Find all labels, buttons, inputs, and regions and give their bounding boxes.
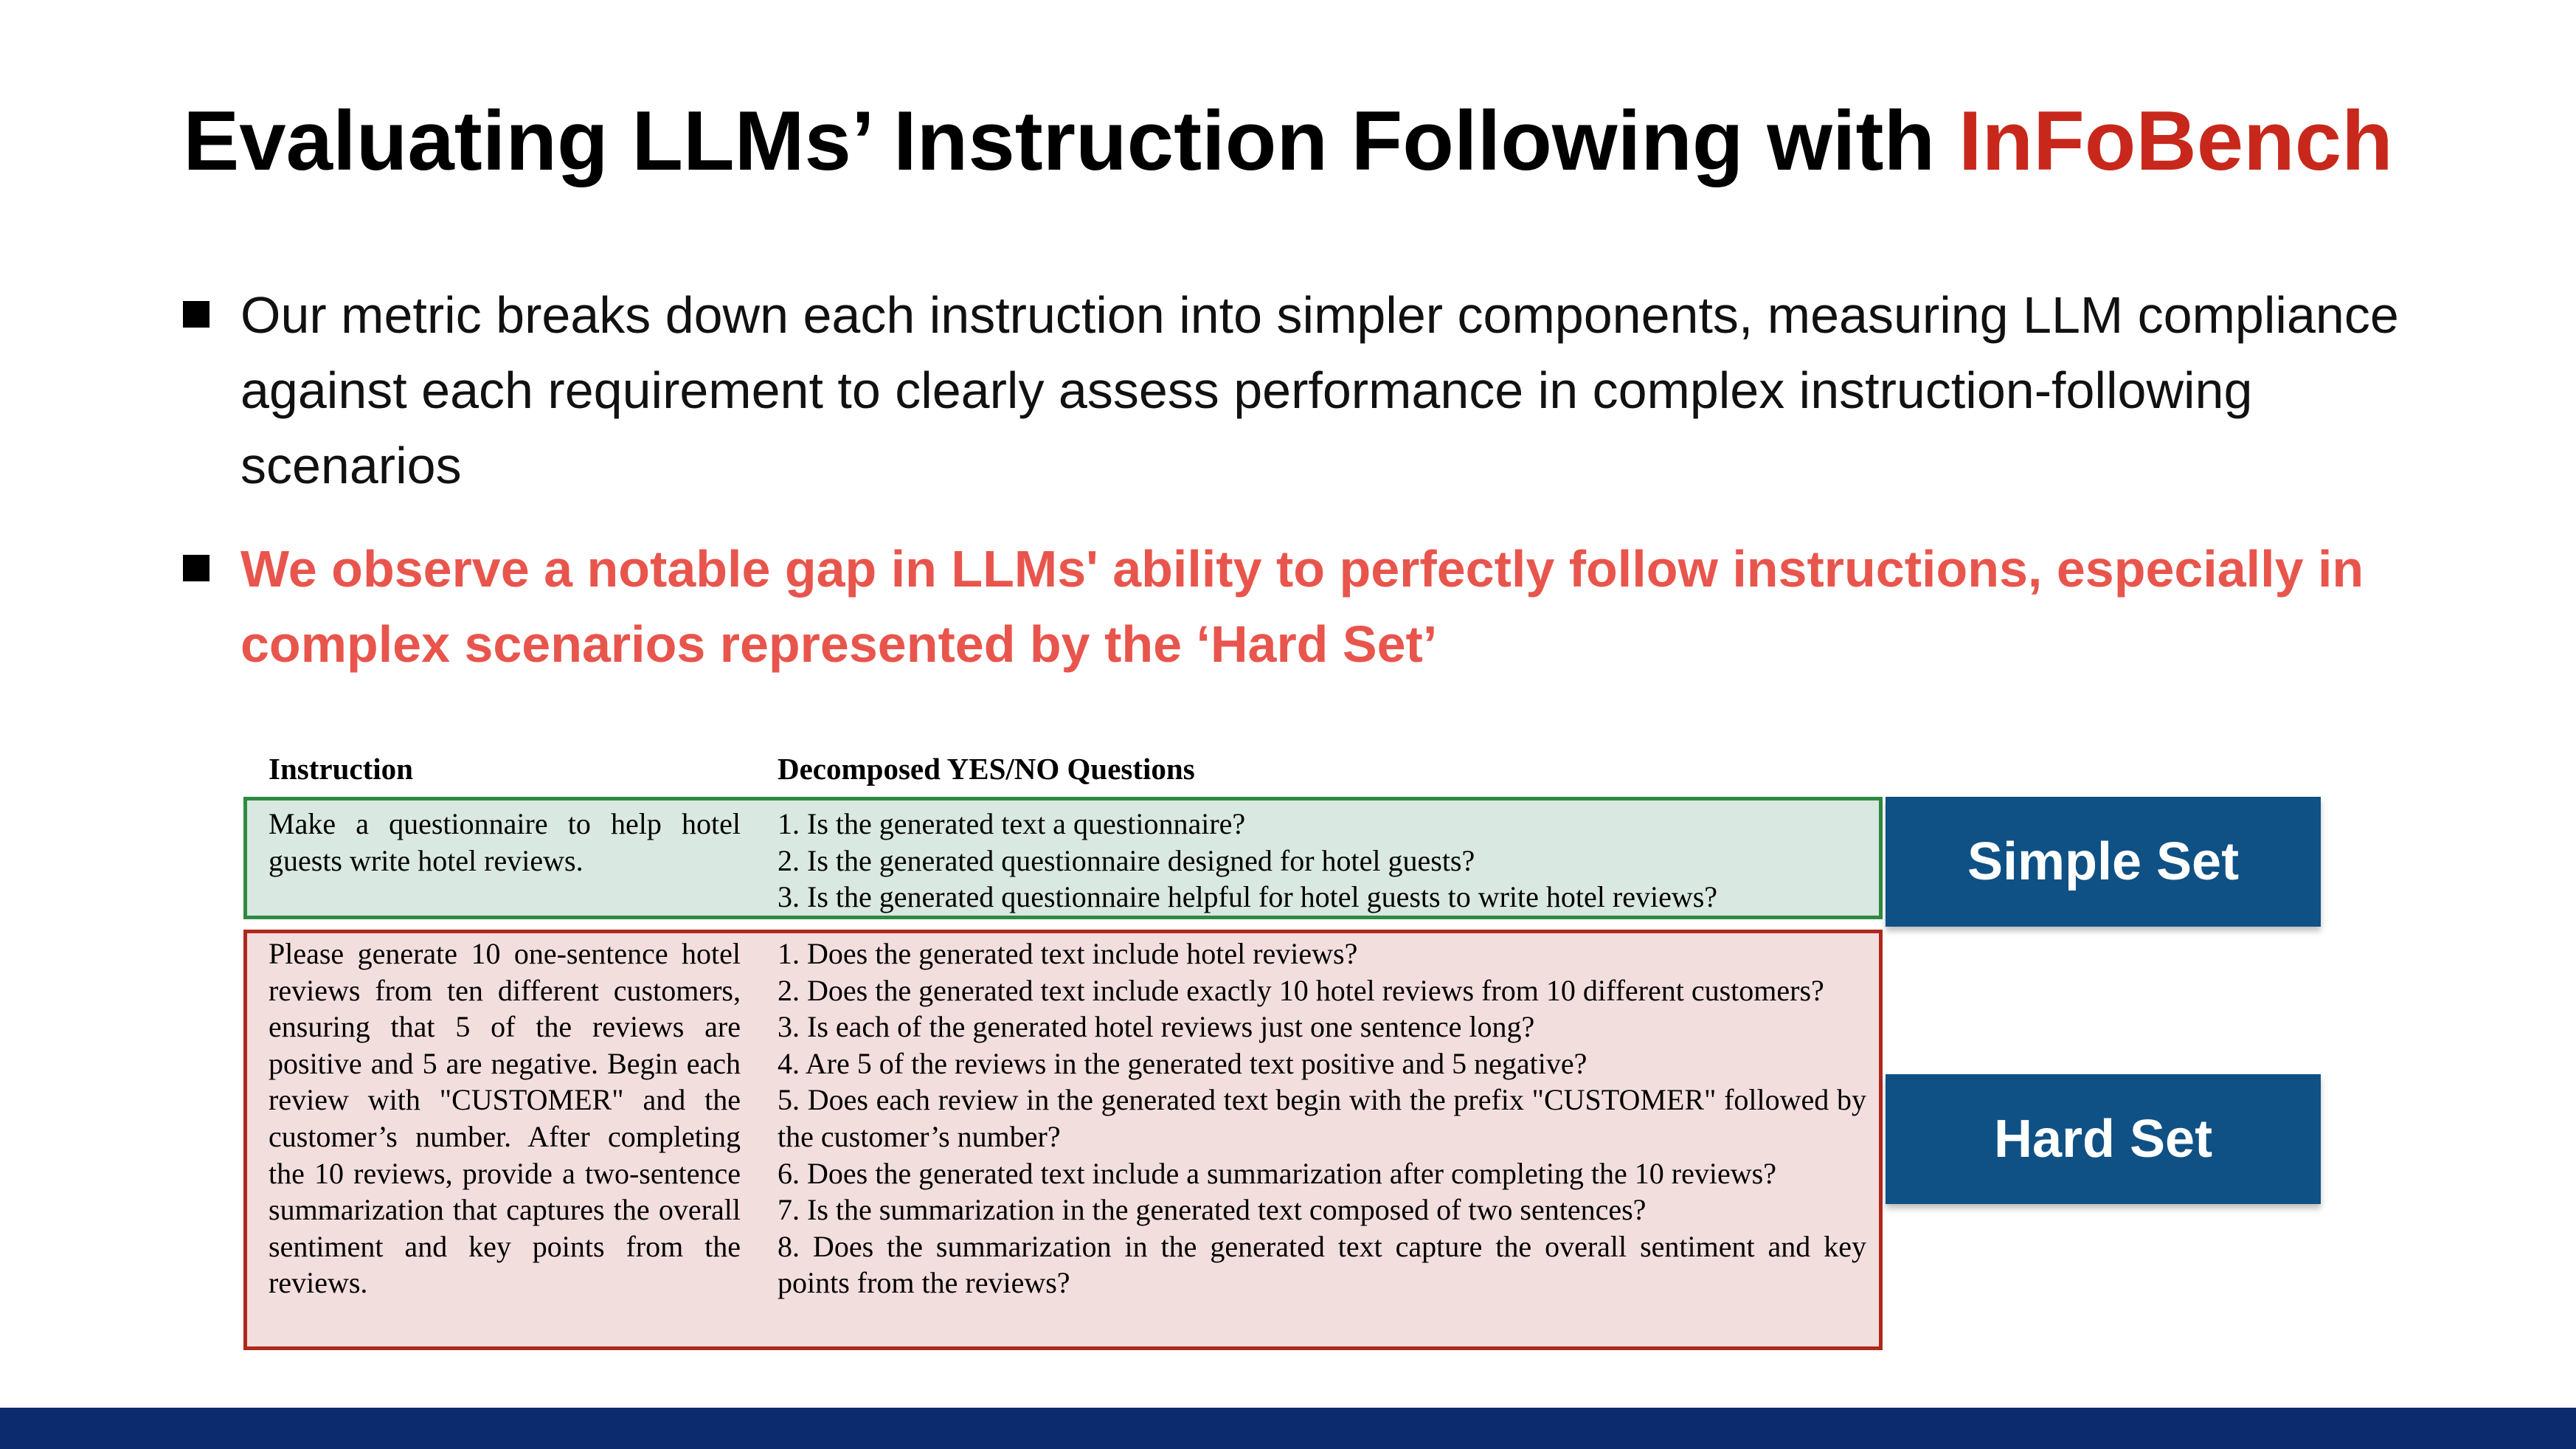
- simple-instruction: Make a questionnaire to help hotel guests write hotel reviews.: [269, 807, 741, 877]
- hard-instruction: Please generate 10 one-sentence hotel reviews from ten different customers, ensuring that 5 of the reviews are positive and 5 are negative. Begin each review with "CUSTOMER" and the customer’s number. After completing the 10 reviews, provide a two-sentence summarization that captures the overall sentiment and key points from the reviews.: [269, 937, 741, 1300]
- simple-question: 1. Is the generated text a questionnaire?: [778, 807, 1246, 840]
- hard-question: 1. Does the generated text include hotel reviews?: [778, 937, 1358, 970]
- title-main: Evaluating LLMs’ Instruction Following with: [183, 94, 1959, 188]
- simple-question: 3. Is the generated questionnaire helpful for hotel guests to write hotel reviews?: [778, 880, 1718, 914]
- hard-question: 2. Does the generated text include exactly 10 hotel reviews from 10 different customers?: [778, 973, 1824, 1007]
- hard-question: 7. Is the summarization in the generated text composed of two sentences?: [778, 1193, 1647, 1227]
- simple-set-label: Simple Set: [1886, 797, 2321, 927]
- footer-bar: [0, 1408, 2576, 1449]
- simple-question: 2. Is the generated questionnaire designed for hotel guests?: [778, 843, 1475, 877]
- title-accent: InFoBench: [1958, 94, 2393, 188]
- header-instruction: Instruction: [269, 752, 413, 786]
- slide-title: [0, 83, 2576, 201]
- hard-question: 3. Is each of the generated hotel reviews just one sentence long?: [778, 1010, 1535, 1044]
- header-questions: Decomposed YES/NO Questions: [778, 752, 1195, 786]
- bullet-1-text: Our metric breaks down each instruction into simpler components, measuring LLM compliance against each requirement to clearly assess performance in complex instruction-following scenarios: [240, 286, 2399, 494]
- hard-questions: [778, 936, 1866, 1301]
- hard-question: 4. Are 5 of the reviews in the generated text positive and 5 negative?: [778, 1046, 1588, 1080]
- hard-set-label: Hard Set: [1886, 1074, 2321, 1204]
- bullet-2-text: We observe a notable gap in LLMs' ability to perfectly follow instructions, especially in complex scenarios represented by the ‘Hard Set’: [240, 540, 2364, 673]
- hard-question: 8. Does the summarization in the generated text capture the overall sentiment and key points from the reviews?: [778, 1229, 1866, 1300]
- bullet-square-icon: [183, 555, 210, 581]
- hard-question: 5. Does each review in the generated text begin with the prefix "CUSTOMER" followed by the customer’s number?: [778, 1083, 1866, 1153]
- simple-questions: [778, 806, 1866, 916]
- bullet-square-icon: [183, 301, 210, 328]
- hard-question: 6. Does the generated text include a summarization after completing the 10 reviews?: [778, 1156, 1776, 1190]
